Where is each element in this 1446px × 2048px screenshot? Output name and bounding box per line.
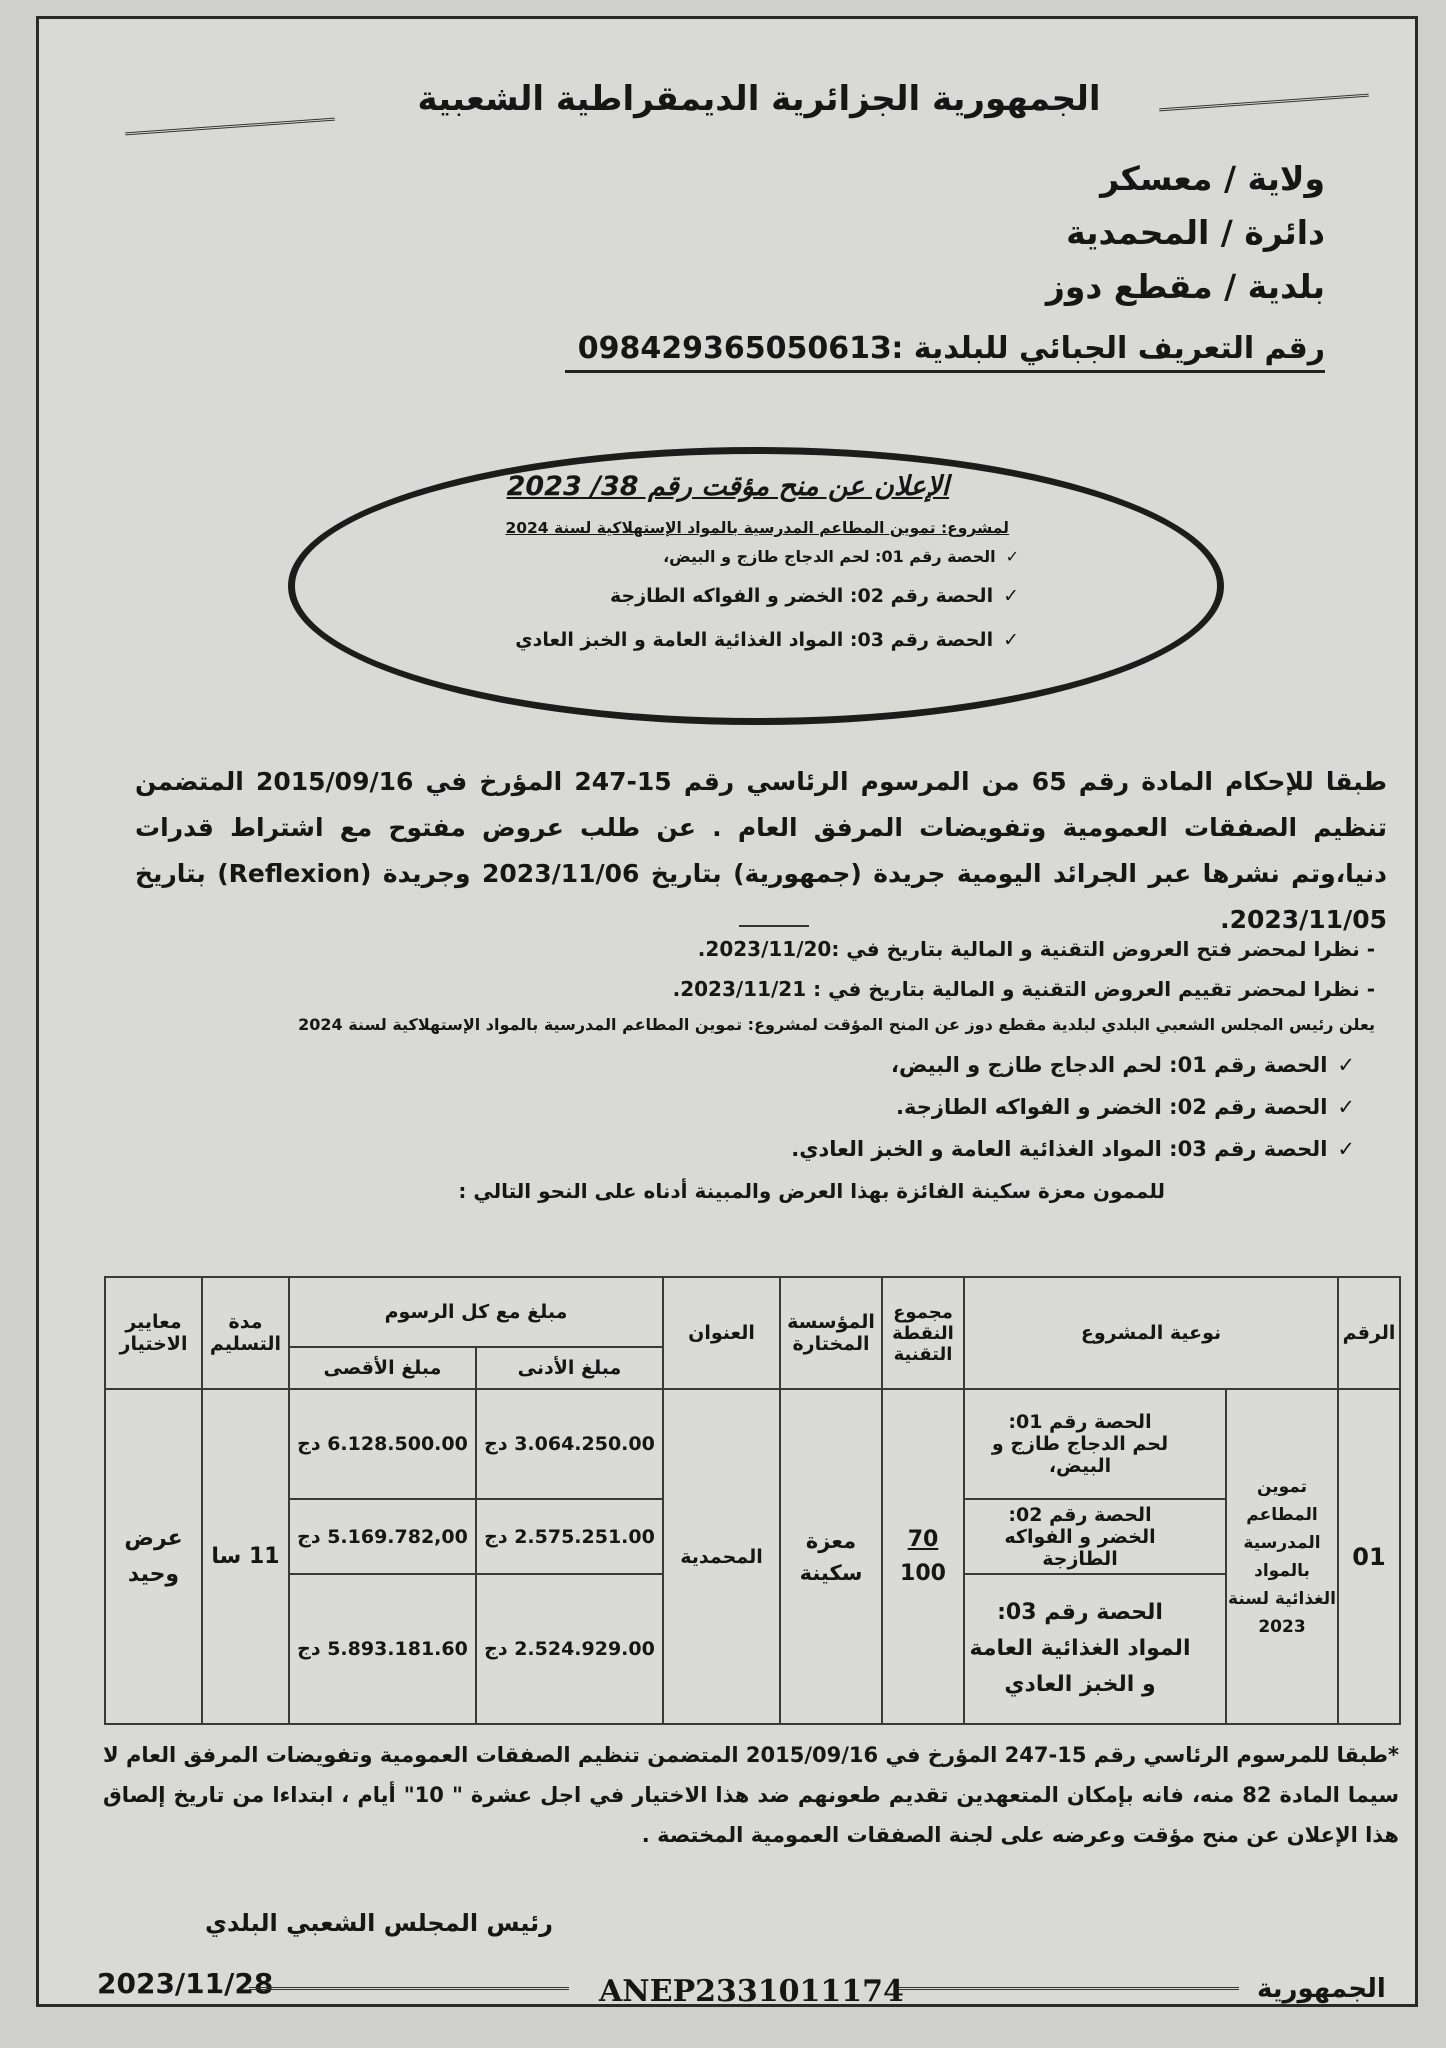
lot-3-cell: الحصة رقم 03: المواد الغذائية العامة و الخبز العادي — [964, 1574, 1226, 1724]
tax-id: رقم التعريف الجبائي للبلدية :09842936505061З — [565, 331, 1325, 373]
header-amount-max: مبلغ الأقصى — [289, 1347, 476, 1389]
announcement-lot-3: ✓الحصة رقم 03: المواد الغذائية العامة و الخبز العادي — [515, 629, 1019, 651]
check-icon: ✓ — [1003, 585, 1019, 607]
rule — [249, 1987, 569, 1990]
minutes-opening: - نظرا لمحضر فتح العروض التقنية و المالية بتاريخ في :2023/11/20. — [697, 937, 1375, 961]
legal-paragraph: طبقا للإحكام المادة رقم 65 من المرسوم الرئاسي رقم 15-247 المؤرخ في 2015/09/16 المتضمن تنظيم الصفقات العمومية وتفويضات المرفق العام . عن طلب عروض مفتوح مع اشتراط قدرات دنيا،وتم نشرها عبر الجرائد اليومية جريدة (جمهورية) بتاريخ 2023/11/06 وجريدة (Reflexion) بتاريخ 2023/11/05. — [135, 767, 1388, 934]
check-icon: ✓ — [1337, 1053, 1355, 1077]
check-icon: ✓ — [1003, 629, 1019, 651]
lot-1-max: 6.128.500.00 دج — [289, 1389, 476, 1499]
republic-title: الجمهورية الجزائرية الديمقراطية الشعبية — [417, 79, 1101, 119]
header-tech-score: مجموع النقطة التقنية — [882, 1277, 964, 1389]
row-address: المحمدية — [663, 1389, 780, 1724]
header-duration: مدة التسليم — [202, 1277, 289, 1389]
lot-2-max: 5.169.782,00 دج — [289, 1499, 476, 1574]
header-company: المؤسسة المختارة — [780, 1277, 882, 1389]
anep-reference: ANEP2331011174 — [599, 1974, 904, 2009]
commune: بلدية / مقطع دوز — [1045, 267, 1325, 306]
lot-2-min: 2.575.251.00 دج — [476, 1499, 663, 1574]
winner-line: للممون معزة سكينة الفائزة بهذا العرض والمبينة أدناه على النحو التالي : — [458, 1179, 1165, 1203]
award-table — [104, 1276, 1401, 1725]
check-icon: ✓ — [1337, 1137, 1355, 1161]
announcement-lot-2: ✓الحصة رقم 02: الخضر و الفواكه الطازجة — [610, 585, 1019, 607]
minutes-evaluation: - نظرا لمحضر تقييم العروض التقنية و المالية بتاريخ في : 2023/11/21. — [672, 977, 1375, 1001]
lot-3-min: 2.524.929.00 دج — [476, 1574, 663, 1724]
body-lot-3: ✓الحصة رقم 03: المواد الغذائية العامة و الخبز العادي. — [791, 1137, 1355, 1161]
lot-3-max: 5.893.181.60 دج — [289, 1574, 476, 1724]
announcement-project: لمشروع: تموين المطاعم المدرسية بالمواد الإستهلاكية لسنة 2024 — [505, 519, 1009, 537]
row-criteria: عرض وحيد — [105, 1389, 202, 1724]
notice-page — [36, 16, 1418, 2007]
header-amount-min: مبلغ الأدنى — [476, 1347, 663, 1389]
row-number: 01 — [1338, 1389, 1400, 1724]
header-address: العنوان — [663, 1277, 780, 1389]
announcement-title: الإعلان عن منح مؤقت رقم 38/ 2023 — [506, 471, 949, 502]
body-lot-1: ✓الحصة رقم 01: لحم الدجاج طازج و البيض، — [890, 1053, 1355, 1077]
check-icon: ✓ — [1337, 1095, 1355, 1119]
body-lot-2: ✓الحصة رقم 02: الخضر و الفواكه الطازجة. — [896, 1095, 1355, 1119]
header-amount-all: مبلغ مع كل الرسوم — [289, 1277, 663, 1347]
signature-title: رئيس المجلس الشعبي البلدي — [205, 1909, 553, 1937]
announcement-lot-1: ✓الحصة رقم 01: لحم الدجاج طازج و البيض، — [663, 547, 1019, 566]
lot-1-cell: الحصة رقم 01: لحم الدجاج طازج و البيض، — [964, 1389, 1226, 1499]
daira: دائرة / المحمدية — [1066, 213, 1325, 252]
check-icon: ✓ — [1005, 547, 1019, 566]
newspaper-name: الجمهورية — [1257, 1974, 1386, 2004]
staple-mark — [1159, 94, 1369, 112]
staple-mark — [125, 118, 335, 136]
announce-line: يعلن رئيس المجلس الشعبي البلدي لبلدية مقطع دوز عن المنح المؤقت لمشروع: تموين المطاعم المدرسية بالمواد الإستهلاكية لسنة 2024 — [298, 1015, 1375, 1034]
lot-2-cell: الحصة رقم 02: الخضر و الفواكه الطازجة — [964, 1499, 1226, 1574]
rule — [899, 1987, 1239, 1990]
publication-date: 2023/11/28 — [97, 1967, 274, 2000]
divider — [739, 925, 809, 927]
row-score: 70 100 — [882, 1389, 964, 1724]
header-project-type: نوعية المشروع — [964, 1277, 1338, 1389]
header-criteria: معايير الاختيار — [105, 1277, 202, 1389]
appeal-note: *طبقا للمرسوم الرئاسي رقم 15-247 المؤرخ في 2015/09/16 المتضمن تنظيم الصفقات العمومية وتفويضات المرفق العام لا سيما المادة 82 منه، فانه بإمكان المتعهدين تقديم طعونهم ضد هذا الاختيار في اجل عشرة " 10" أيام ، ابتداءا من تاريخ إلصاق هذا الإعلان عن منح مؤقت وعرضه على لجنة الصفقات العمومية المختصة . — [103, 1743, 1400, 1847]
header-number: الرقم — [1338, 1277, 1400, 1389]
row-company: معزة سكينة — [780, 1389, 882, 1724]
wilaya: ولاية / معسكر — [1100, 159, 1325, 198]
row-project: تموين المطاعم المدرسية بالمواد الغذائية لسنة 2023 — [1226, 1389, 1338, 1724]
row-duration: 11 سا — [202, 1389, 289, 1724]
lot-1-min: 3.064.250.00 دج — [476, 1389, 663, 1499]
